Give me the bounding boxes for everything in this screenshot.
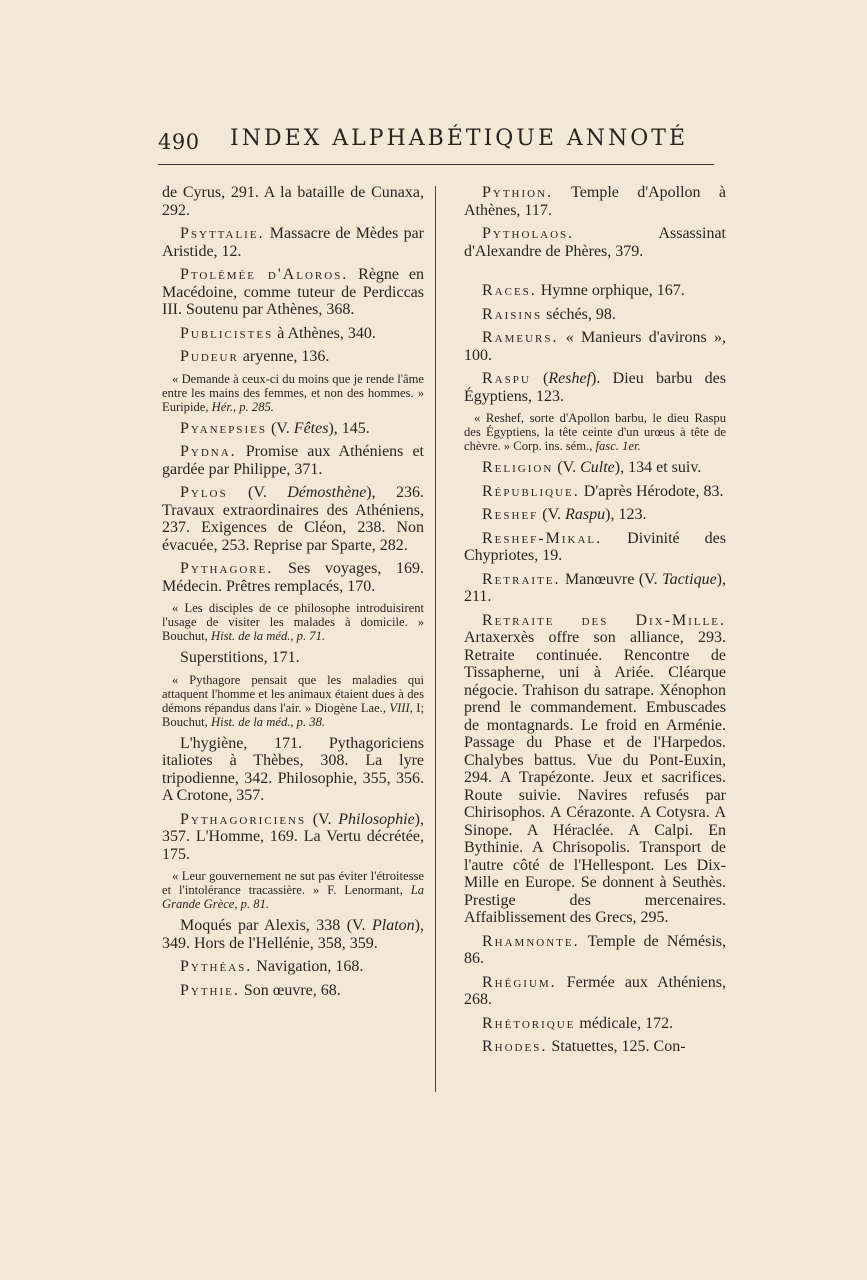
entry-headword: Pudeur: [180, 348, 239, 365]
index-entry: Pyanepsies (V. Fêtes), 145.: [180, 419, 370, 437]
index-entry: Races. Hymne orphique, 167.: [482, 282, 685, 299]
index-entry: Ptolémée d'Aloros. Règne en Macédoine, comme tuteur de Perdiccas III. Soutenu par Athènes, 368.: [162, 266, 424, 318]
entry-headword: Pythéas.: [180, 958, 253, 975]
entry-headword: Retraite.: [482, 570, 561, 588]
page-header: [158, 126, 718, 162]
citation-quote: « Leur gouvernement ne sut pas éviter l'étroitesse et l'intolérance tracassière. » F. Lenormant, La Grande Grèce, p. 81.: [162, 869, 424, 911]
index-entry: Pythéas. Navigation, 168.: [180, 958, 364, 975]
index-entry: L'hygiène, 171. Pythagoriciens italiotes à Thèbes, 308. La lyre tripodienne, 342. Philosophie, 355, 356. A Crotone, 357.: [162, 734, 424, 804]
entry-headword: Pyanepsies: [180, 419, 267, 437]
entry-headword: Pythie.: [180, 981, 240, 999]
index-entry: de Cyrus, 291. A la bataille de Cunaxa, 292.: [162, 184, 424, 219]
index-entry: Reshef (V. Raspu), 123.: [482, 506, 647, 523]
entry-headword: Ptolémée d'Aloros.: [180, 266, 349, 283]
entry-headword: Rhétorique: [482, 1014, 576, 1032]
index-entry: Pythagore. Ses voyages, 169. Médecin. Prêtres remplacés, 170.: [162, 560, 424, 595]
entry-headword: Reshef: [482, 506, 539, 523]
entry-headword: République.: [482, 482, 580, 500]
index-entry: Rhétorique médicale, 172.: [482, 1014, 674, 1032]
index-entry: Pudeur aryenne, 136.: [180, 348, 330, 365]
citation-quote: « Pythagore pensait que les maladies qui attaquent l'homme et les animaux étaient dues à des démons répandus dans l'air. » Diogène Lae., VIII, I; Bouchut, Hist. de la méd., p. 38.: [162, 672, 424, 729]
entry-headword: Pytholaos.: [482, 225, 575, 242]
index-entry: Raspu (Reshef). Dieu barbu des Égyptiens, 123.: [464, 370, 727, 405]
index-entry: Superstitions, 171.: [180, 649, 300, 666]
page-number: 490: [158, 130, 200, 154]
index-entry: Rhamnonte. Temple de Némésis, 86.: [464, 932, 726, 967]
index-entry: Pytholaos. Assassinat d'Alexandre de Phères, 379.: [464, 225, 726, 260]
index-entry: Retraite. Manœuvre (V. Tactique), 211.: [464, 570, 726, 605]
entry-headword: Reshef-Mikal.: [482, 529, 603, 547]
index-entry: Publicistes à Athènes, 340.: [180, 324, 376, 342]
letter-gap: [464, 266, 726, 282]
entry-headword: Pydna.: [180, 443, 237, 460]
entry-headword: Religion: [482, 459, 554, 476]
entry-headword: Psyttalie.: [180, 225, 265, 242]
index-entry: Pythagoriciens (V. Philosophie), 357. L'Homme, 169. La Vertu décrétée, 175.: [162, 810, 424, 863]
citation-quote: « Reshef, sorte d'Apollon barbu, le dieu Raspu des Égyptiens, la tête ceinte d'un urœus à tête de chèvre. » Corp. ins. sém., fasc. 1er.: [464, 411, 726, 453]
index-entry: Religion (V. Culte), 134 et suiv.: [482, 459, 702, 476]
entry-headword: Rhamnonte.: [482, 932, 580, 950]
index-entry: Reshef-Mikal. Divinité des Chypriotes, 19.: [464, 529, 726, 564]
right-column: [464, 184, 726, 1062]
index-entry: Rameurs. « Manieurs d'avirons », 100.: [464, 329, 726, 364]
entry-headword: Raisins: [482, 305, 543, 323]
entry-headword: Publicistes: [180, 324, 274, 342]
index-entry: République. D'après Hérodote, 83.: [482, 482, 724, 500]
index-entry: Moqués par Alexis, 338 (V. Platon), 349. Hors de l'Hellénie, 358, 359.: [162, 917, 424, 952]
index-entry: Pylos (V. Démosthène), 236. Travaux extraordinaires des Athéniens, 237. Exigences de Cléon, 238. Non évacuée, 253. Reprise par Sparte, 282.: [162, 484, 424, 554]
index-entry: Rhodes. Statuettes, 125. Con-: [482, 1038, 686, 1055]
index-entry: Pythion. Temple d'Apollon à Athènes, 117.: [464, 184, 726, 219]
entry-headword: Retraite des Dix-Mille.: [482, 611, 726, 629]
index-entry: Pythie. Son œuvre, 68.: [180, 981, 341, 999]
column-divider: [435, 186, 436, 1092]
entry-headword: Rhodes.: [482, 1038, 548, 1055]
left-column: [162, 184, 424, 1005]
index-entry: Retraite des Dix-Mille. Artaxerxès offre son alliance, 293. Retraite continuée. Rencontre de Tissapherne, uni à Ariée. Cléarque négocie. Trahison du satrape. Xénophon prend le commandement. Embuscades de montagnards. Le froid en Arménie. Passage du Phase et de l'Harpedos. Chalybes battus. Vue du Pont-Euxin, 294. A Trapézonte. Jeux et sacrifices. Route suivie. Navires refusés par Chirisophos. A Cérazonte. A Cotysra. A Sinope. A Héraclée. A Calpi. En Bythinie. A Chrisopolis. Transport de l'autre côté de l'Hellespont. Les Dix-Mille en Europe. Se donnent à Seuthès. Prestige des mercenaires. Affaiblissement des Grecs, 295.: [464, 611, 726, 926]
index-entry: Psyttalie. Massacre de Mèdes par Aristide, 12.: [162, 225, 424, 260]
citation-quote: « Demande à ceux-ci du moins que je rende l'âme entre les mains des femmes, et non des hommes. » Euripide, Hér., p. 285.: [162, 371, 424, 414]
running-title: INDEX ALPHABÉTIQUE ANNOTÉ: [230, 126, 689, 151]
index-entry: Raisins séchés, 98.: [482, 305, 616, 323]
entry-headword: Raspu: [482, 370, 531, 387]
entry-headword: Pylos: [180, 484, 228, 501]
entry-headword: Rhégium.: [482, 973, 557, 991]
header-rule: [158, 164, 714, 165]
entry-headword: Races.: [482, 282, 537, 299]
entry-headword: Pythion.: [482, 184, 554, 201]
entry-headword: Rameurs.: [482, 329, 559, 346]
index-entry: Pydna. Promise aux Athéniens et gardée par Philippe, 371.: [162, 443, 424, 478]
citation-quote: « Les disciples de ce philosophe introduisirent l'usage de visiter les malades à domicile. » Bouchut, Hist. de la méd., p. 71.: [162, 601, 424, 643]
entry-headword: Pythagore.: [180, 560, 274, 577]
index-entry: Rhégium. Fermée aux Athéniens, 268.: [464, 973, 726, 1008]
entry-headword: Pythagoriciens: [180, 810, 307, 828]
